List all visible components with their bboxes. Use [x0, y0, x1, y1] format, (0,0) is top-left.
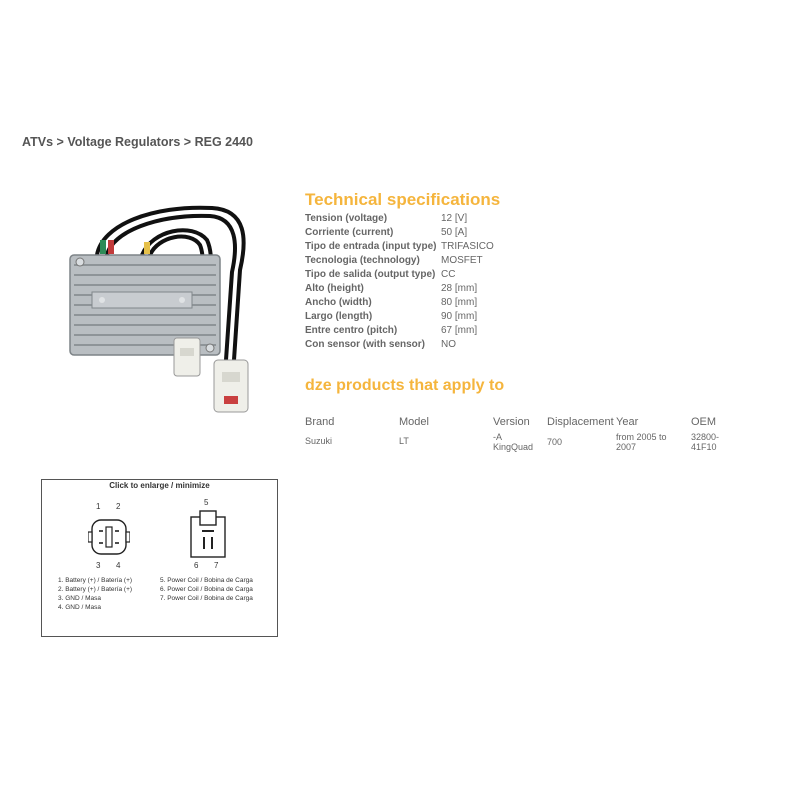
- table-row: [305, 254, 494, 268]
- table-row: [305, 338, 494, 352]
- spec-label: Ancho (width): [305, 297, 372, 308]
- spec-value: 28 [mm]: [441, 283, 478, 294]
- pin-number: 3: [96, 561, 101, 570]
- spec-value: 80 [mm]: [441, 297, 478, 308]
- cell-year: from 2005 to 2007: [616, 432, 667, 452]
- spec-value: 67 [mm]: [441, 325, 478, 336]
- pin-legend-right: [160, 576, 253, 603]
- spec-value: NO: [441, 339, 456, 350]
- column-header-version: Version: [493, 416, 530, 428]
- spec-value: TRIFASICO: [441, 241, 494, 252]
- cell-model: LT: [399, 436, 409, 446]
- spec-label: Tecnologia (technology): [305, 255, 420, 266]
- legend-item: 2. Battery (+) / Batería (+): [58, 586, 133, 593]
- breadcrumb-separator: >: [183, 135, 192, 149]
- table-row: [305, 296, 494, 310]
- table-row: [305, 310, 494, 324]
- spec-label: Tipo de salida (output type): [305, 269, 436, 280]
- pin-number: 5: [204, 498, 209, 507]
- spec-value: MOSFET: [441, 255, 483, 266]
- specs-table: [305, 212, 494, 352]
- spec-label: Con sensor (with sensor): [305, 339, 426, 350]
- pin-number: 2: [116, 502, 121, 511]
- pin-legend-left: [58, 576, 132, 612]
- legend-item: 1. Battery (+) / Batería (+): [58, 577, 133, 584]
- breadcrumb-separator: >: [56, 135, 64, 149]
- cell-version: -A KingQuad: [493, 432, 534, 452]
- pin-number: 4: [116, 561, 121, 570]
- table-row: [305, 324, 494, 338]
- spec-label: Tipo de entrada (input type): [305, 241, 437, 252]
- column-header-model: Model: [399, 416, 429, 428]
- legend-item: 5. Power Coil / Bobina de Carga: [160, 577, 253, 584]
- legend-item: 4. GND / Masa: [58, 604, 101, 611]
- enlarge-toggle-caption[interactable]: Click to enlarge / minimize: [109, 481, 210, 490]
- spec-label: Largo (length): [305, 311, 373, 322]
- pin-number: 1: [96, 502, 101, 511]
- pin-number: 6: [194, 561, 199, 570]
- table-row: [305, 240, 494, 254]
- connector-4pin-icon: [88, 514, 130, 560]
- column-header-displacement: Displacement: [547, 416, 614, 428]
- spec-value: CC: [441, 269, 456, 280]
- breadcrumb-voltage-regulators[interactable]: Voltage Regulators: [67, 135, 181, 149]
- connector-3pin-icon: [189, 509, 227, 559]
- specs-title: Technical specifications: [305, 190, 501, 209]
- breadcrumb-current: REG 2440: [194, 135, 253, 149]
- apply-title: dze products that apply to: [305, 377, 505, 394]
- legend-item: 6. Power Coil / Bobina de Carga: [160, 586, 253, 593]
- cell-oem: 32800-41F10: [691, 432, 720, 452]
- spec-label: Entre centro (pitch): [305, 325, 398, 336]
- pin-number: 7: [214, 561, 219, 570]
- legend-item: 7. Power Coil / Bobina de Carga: [160, 595, 253, 602]
- spec-label: Alto (height): [305, 283, 364, 294]
- product-image[interactable]: [62, 200, 262, 430]
- spec-value: 12 [V]: [441, 213, 468, 224]
- breadcrumb: [22, 135, 253, 149]
- column-header-brand: Brand: [305, 416, 335, 428]
- spec-value: 50 [A]: [441, 227, 468, 238]
- spec-label: Corriente (current): [305, 227, 394, 238]
- connector-diagram[interactable]: [41, 479, 278, 637]
- legend-item: 3. GND / Masa: [58, 595, 101, 602]
- breadcrumb-atvs[interactable]: ATVs: [22, 135, 54, 149]
- column-header-oem: OEM: [691, 416, 717, 428]
- cell-brand: Suzuki: [305, 436, 333, 446]
- spec-label: Tension (voltage): [305, 213, 388, 224]
- column-header-year: Year: [616, 416, 639, 428]
- table-row: [305, 226, 494, 240]
- table-row: [305, 282, 494, 296]
- cell-displacement: 700: [547, 437, 563, 447]
- table-row: [305, 212, 494, 226]
- spec-value: 90 [mm]: [441, 311, 478, 322]
- table-row: [305, 268, 494, 282]
